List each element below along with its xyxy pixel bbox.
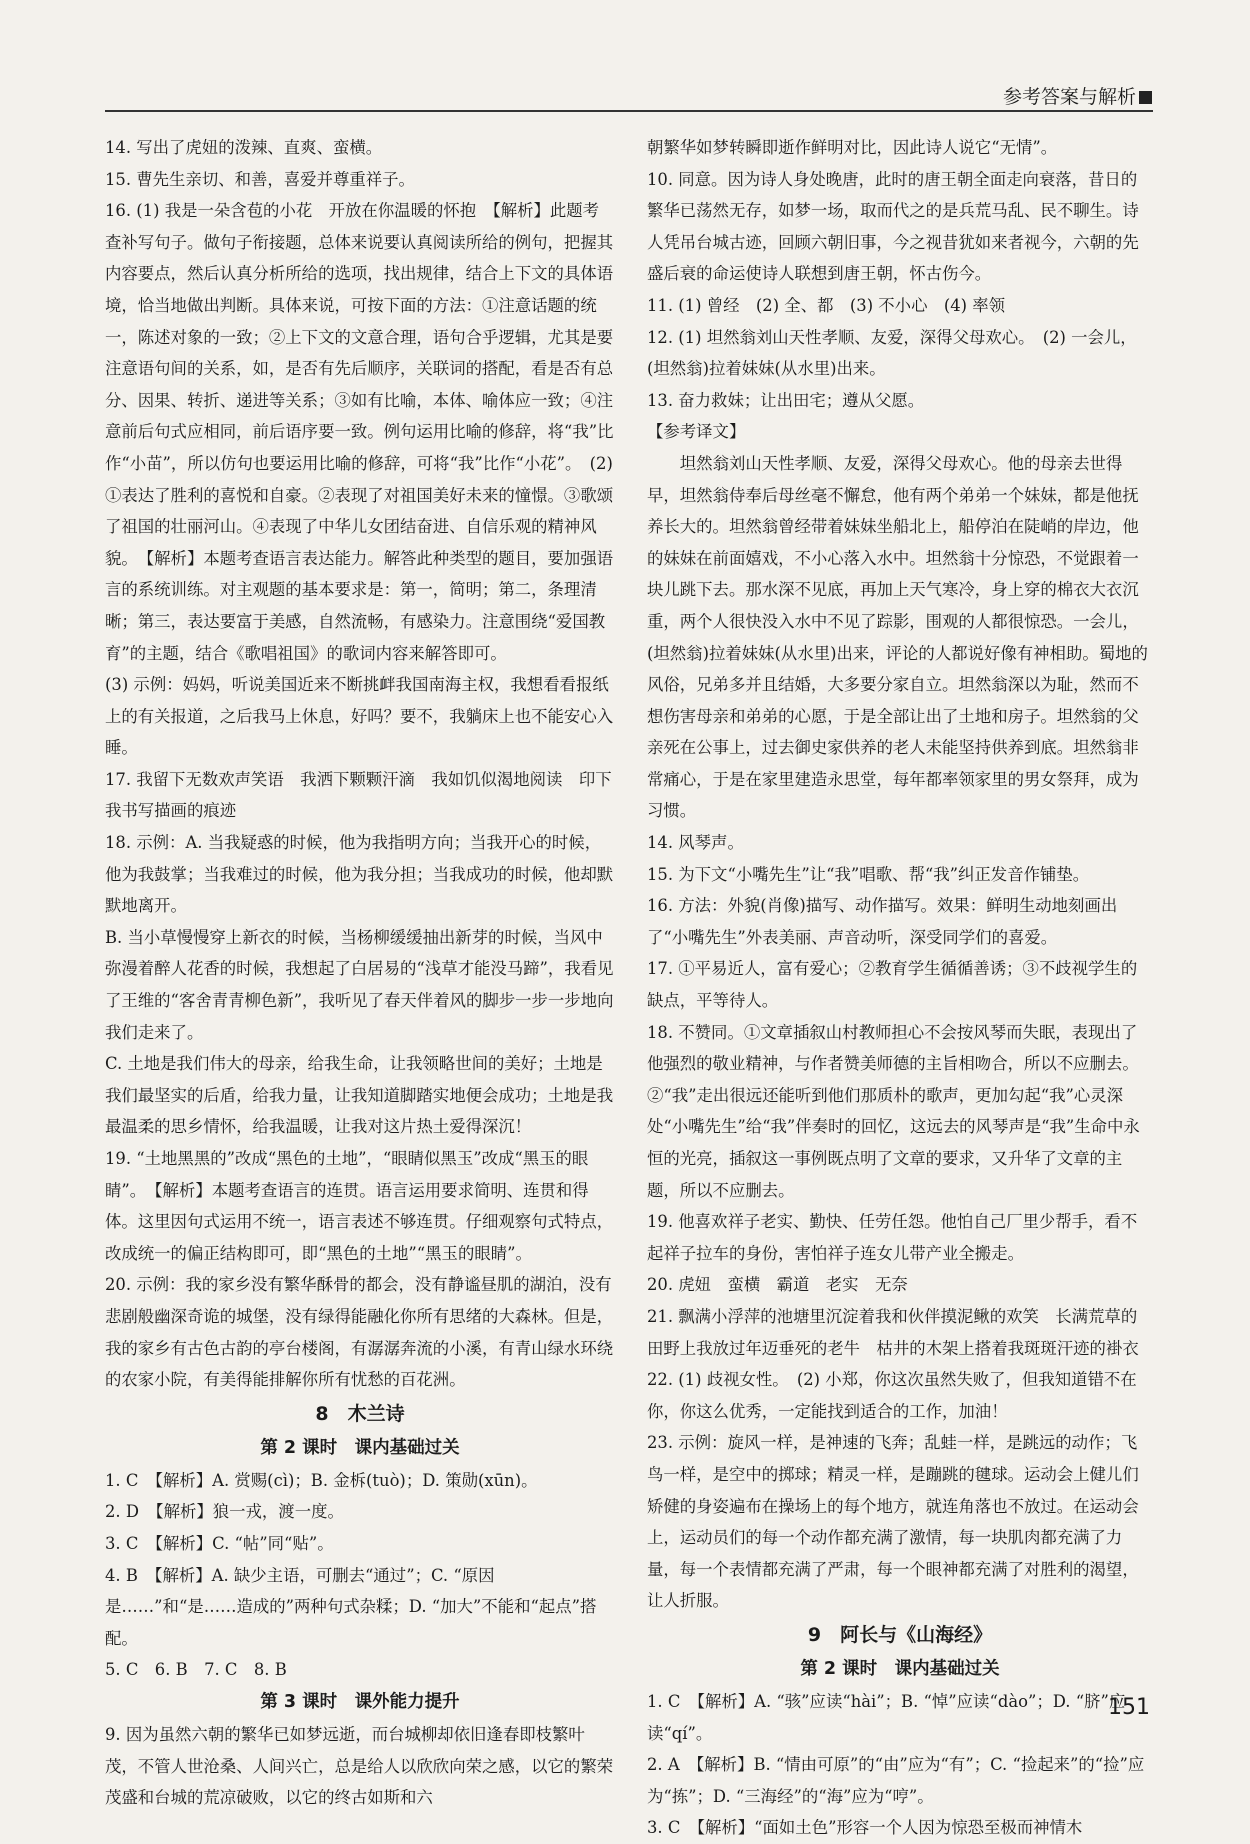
answer-item: 1. C 【解析】A. “骇”应读“hài”；B. “悼”应读“dào”；D. “脐”应读“qí”。 bbox=[647, 1691, 1126, 1743]
answer-item: 【参考译文】 bbox=[647, 422, 746, 442]
answer-item: 21. 飘满小浮萍的池塘里沉淀着我和伙伴摸泥鳅的欢笑 长满荒草的田野上我放过年迈垂死的老牛 枯井的木架上搭着我斑斑汗迹的褂衣 bbox=[647, 1306, 1139, 1358]
answer-item: 2. D 【解析】狼一戎，渡一度。 bbox=[105, 1502, 344, 1522]
header-square-icon bbox=[1139, 91, 1152, 104]
answer-item: 22. (1) 歧视女性。 (2) 小郑，你这次虽然失败了，但我知道错不在你，你这么优秀，一定能找到适合的工作，加油！ bbox=[647, 1370, 1137, 1421]
answer-item: 15. 为下文“小嘴先生”让“我”唱歌、帮“我”纠正发音作铺垫。 bbox=[647, 864, 1090, 884]
header-rule bbox=[105, 110, 1153, 112]
answer-item: 18. 不赞同。①文章插叙山村教师担心不会按风琴而失眠，表现出了他强烈的敬业精神，与作者赞美师德的主旨相吻合，所以不应删去。②“我”走出很远还能听到他们那质朴的歌声，更加勾起“我”心灵深处“小嘴先生”给“我”伴奏时的回忆，这远去的风琴声是“我”生命中永恒的光亮，插叙这一事例既点明了文章的要求，又升华了文章的主题，所以不应删去。 bbox=[647, 1022, 1140, 1200]
answer-item: 23. 示例：旋风一样，是神速的飞奔；乱蛙一样，是跳远的动作；飞鸟一样，是空中的掷球；精灵一样，是蹦跳的毽球。运动会上健儿们矫健的身姿遍布在操场上的每个地方，就连角落也不放过。在运动会上，运动员们的每一个动作都充满了激情，每一块肌肉都充满了力量，每一个表情都充满了严肃，每一个眼神都充满了对胜利的渴望，让人折服。 bbox=[647, 1433, 1139, 1611]
answer-item: 5. C 6. B 7. C 8. B bbox=[105, 1660, 287, 1680]
answer-item: C. 土地是我们伟大的母亲，给我生命，让我领略世间的美好；土地是我们最坚实的后盾，给我力量，让我知道脚踏实地便会成功；土地是我最温柔的思乡情怀，给我温暖，让我对这片热土爱得深沉！ bbox=[105, 1054, 614, 1137]
answer-item: 2. A 【解析】B. “情由可原”的“由”应为“有”；C. “捡起来”的“捡”应为“拣”；D. “三海经”的“海”应为“哼”。 bbox=[647, 1755, 1145, 1806]
answer-item: 4. B 【解析】A. 缺少主语，可删去“通过”；C. “原因是……”和“是……造成的”两种句式杂糅；D. “加大”不能和“起点”搭配。 bbox=[105, 1565, 597, 1648]
answer-item: 3. C 【解析】C. “帖”同“贴”。 bbox=[105, 1533, 334, 1553]
left-column bbox=[105, 132, 615, 1814]
answer-item: 朝繁华如梦转瞬即逝作鲜明对比，因此诗人说它“无情”。 bbox=[647, 138, 1058, 157]
answer-item: 1. C 【解析】A. 赏赐(cì)；B. 金柝(tuò)；D. 策勋(xūn)。 bbox=[105, 1470, 538, 1490]
header-title: 参考答案与解析 bbox=[1002, 86, 1136, 108]
answer-item: 13. 奋力救妹；让出田宅；遵从父愿。 bbox=[647, 390, 925, 410]
answer-item: 17. ①平易近人，富有爱心；②教育学生循循善诱；③不歧视学生的缺点，平等待人。 bbox=[647, 959, 1138, 1011]
answer-item: 16. 方法：外貌(肖像)描写、动作描写。效果：鲜明生动地刻画出了“小嘴先生”外表美丽、声音动听，深受同学们的喜爱。 bbox=[647, 896, 1118, 947]
answer-item: 18. 示例：A. 当我疑惑的时候，他为我指明方向；当我开心的时候，他为我鼓掌；当我难过的时候，他为我分担；当我成功的时候，他却默默地离开。 bbox=[105, 833, 614, 916]
page-number: 151 bbox=[1108, 1695, 1150, 1720]
answer-item: 11. (1) 曾经 (2) 全、都 (3) 不小心 (4) 率领 bbox=[647, 295, 1006, 315]
answer-item: 20. 虎妞 蛮横 霸道 老实 无奈 bbox=[647, 1275, 908, 1295]
answer-item: B. 当小草慢慢穿上新衣的时候，当杨柳缓缓抽出新芽的时候，当风中弥漫着醉人花香的时候，我想起了白居易的“浅草才能没马蹄”，我看见了王维的“客舍青青柳色新”，我听见了春天伴着风的脚步一步一步地向我们走来了。 bbox=[105, 927, 614, 1042]
lesson-subtitle: 第 2 课时 课内基础过关 bbox=[260, 1437, 460, 1458]
answer-item: 16. (1) 我是一朵含苞的小花 开放在你温暖的怀抱 【解析】此题考查补写句子。做句子衔接题，总体来说要认真阅读所给的例句，把握其内容要点，然后认真分析所给的选项，找出规律，结合上下文的具体语境，恰当地做出判断。具体来说，可按下面的方法：①注意话题的统一，陈述对象的一致；②上下文的文意合理，语句合乎逻辑，尤其是要注意语句间的关系，如，是否有先后顺序，关联词的搭配，看是否有总分、因果、转折、递进等关系；③如有比喻，本体、喻体应一致；④注意前后句式应相同，前后语序要一致。例句运用比喻的修辞，将“我”比作“小苗”，所以仿句也要运用比喻的修辞，可将“我”比作“小花”。 (2) ①表达了胜利的喜悦和自豪。②表现了对祖国美好未来的憧憬。③歌颂了祖国的壮丽河山。④表现了中华儿女团结奋进、自信乐观的精神风貌。 【解析】本题考查语言表达能力。解答此种类型的题目，要加强语言的系统训练。对主观题的基本要求是：第一，简明；第二，条理清晰；第三，表达要富于美感，自然流畅，有感染力。注意围绕“爱国教育”的主题，结合《歌唱祖国》的歌词内容来解答即可。 bbox=[105, 201, 614, 663]
right-column bbox=[647, 132, 1153, 1844]
answer-item: (3) 示例：妈妈，听说美国近来不断挑衅我国南海主权，我想看看报纸上的有关报道，之后我马上休息，好吗？要不，我躺床上也不能安心入睡。 bbox=[105, 675, 614, 758]
answer-item: 12. (1) 坦然翁刘山天性孝顺、友爱，深得父母欢心。 (2) 一会儿，(坦然翁)拉着妹妹(从水里)出来。 bbox=[647, 327, 1137, 379]
answer-item: 19. 他喜欢祥子老实、勤快、任劳任怨。他怕自己厂里少帮手，看不起祥子拉车的身份，害怕祥子连女儿带产业全搬走。 bbox=[647, 1212, 1138, 1263]
answer-item: 14. 写出了虎妞的泼辣、直爽、蛮横。 bbox=[105, 138, 383, 157]
translation-paragraph: 坦然翁刘山天性孝顺、友爱，深得父母欢心。他的母亲去世得早，坦然翁侍奉后母丝毫不懈怠，他有两个弟弟一个妹妹，都是他抚养长大的。坦然翁曾经带着妹妹坐船北上，船停泊在陡峭的岸边，他的妹妹在前面嬉戏，不小心落入水中。坦然翁十分惊恐，不觉跟着一块儿跳下去。那水深不见底，再加上天气寒冷，身上穿的棉衣大衣沉重，两个人很快没入水中不见了踪影，围观的人都很惊恐。一会儿，(坦然翁)拉着妹妹(从水里)出来，评论的人都说好像有神相助。蜀地的风俗，兄弟多并且结婚，大多要分家自立。坦然翁深以为耻，然而不想伤害母亲和弟弟的心愿，于是全部让出了土地和房子。坦然翁的父亲死在公事上，过去御史家供养的老人未能坚持供养到底。坦然翁非常痛心，于是在家里建造永思堂，每年都率领家里的男女祭拜，成为习惯。 bbox=[647, 453, 1148, 821]
running-header bbox=[1003, 82, 1152, 109]
lesson-subtitle: 第 2 课时 课内基础过关 bbox=[800, 1658, 1000, 1679]
section-title: 8 木兰诗 bbox=[315, 1402, 405, 1425]
answer-item: 15. 曹先生亲切、和善，喜爱并尊重祥子。 bbox=[105, 169, 415, 189]
answer-item: 17. 我留下无数欢声笑语 我洒下颗颗汗滴 我如饥似渴地阅读 印下我书写描画的痕迹 bbox=[105, 769, 612, 821]
lesson-subtitle: 第 3 课时 课外能力提升 bbox=[260, 1691, 460, 1712]
answer-item: 9. 因为虽然六朝的繁华已如梦远逝，而台城柳却依旧逢春即枝繁叶茂，不管人世沧桑、人间兴亡，总是给人以欣欣向荣之感，以它的繁荣茂盛和台城的荒凉破败，以它的终古如斯和六 bbox=[105, 1724, 614, 1808]
answer-item: 10. 同意。因为诗人身处晚唐，此时的唐王朝全面走向衰落，昔日的繁华已荡然无存，如梦一场，取而代之的是兵荒马乱、民不聊生。诗人凭吊台城古迹，回顾六朝旧事，今之视昔犹如来者视今，六朝的先盛后衰的命运使诗人联想到唐王朝，怀古伤今。 bbox=[647, 169, 1139, 284]
answer-item: 19. “土地黑黑的”改成“黑色的土地”，“眼睛似黑玉”改成“黑玉的眼睛”。 【解析】本题考查语言的连贯。语言运用要求简明、连贯和得体。这里因句式运用不统一，语言表述不够连贯。仔细观察句式特点，改成统一的偏正结构即可，即“黑色的土地”“黑玉的眼睛”。 bbox=[105, 1149, 614, 1263]
answer-item: 14. 风琴声。 bbox=[647, 833, 744, 853]
answer-item: 3. C 【解析】“面如土色”形容一个人因为惊恐至极而神情木 bbox=[647, 1818, 1083, 1838]
section-title: 9 阿长与《山海经》 bbox=[807, 1623, 993, 1646]
answer-item: 20. 示例：我的家乡没有繁华酥骨的都会，没有静谧昼肌的湖泊，没有悲剧般幽深奇诡的城堡，没有绿得能融化你所有思绪的大森林。但是，我的家乡有古色古韵的亭台楼阁，有潺潺奔流的小溪，有青山绿水环绕的农家小院，有美得能排解你所有忧愁的百花洲。 bbox=[105, 1275, 614, 1390]
